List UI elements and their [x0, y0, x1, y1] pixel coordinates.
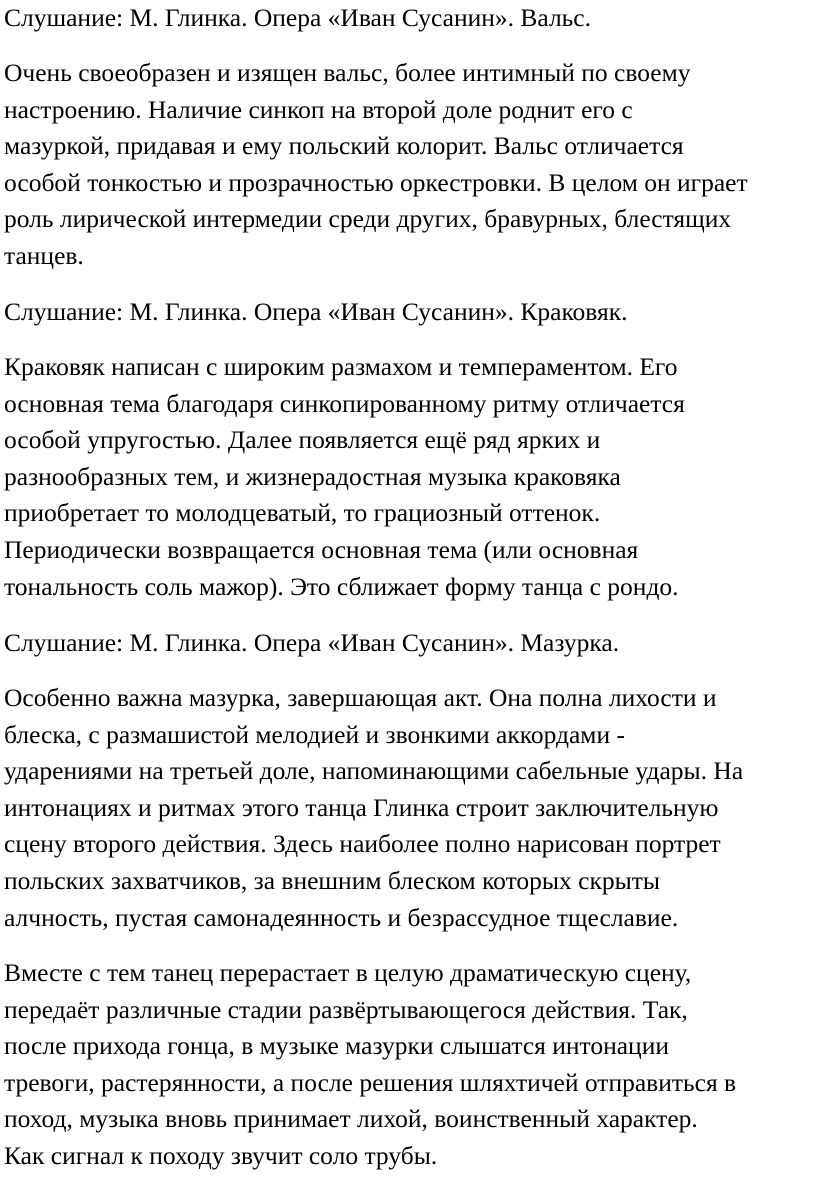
text-line: роль лирической интермедии среди других, бравурных, блестящих — [4, 204, 732, 234]
text-line: Краковяк написан с широким размахом и темпераментом. Его — [4, 352, 678, 381]
section-heading-mazurka: Слушание: М. Глинка. Опера «Иван Сусанин». Мазурка. — [4, 628, 620, 657]
text-line: приобретает то молодцеватый, то грациозный оттенок. — [4, 498, 601, 528]
text-line: особой тонкостью и прозрачностью оркестровки. В целом он играет — [4, 167, 748, 197]
paragraph-krakowiak — [4, 349, 685, 605]
text-line: настроению. Наличие синкоп на второй доле роднит его с — [4, 94, 633, 124]
text-line: алчность, пустая самонадеянность и безрассудное тщеславие. — [4, 902, 679, 932]
paragraph-mazurka-2 — [4, 955, 736, 1175]
text-line: основная тема благодаря синкопированному ритму отличается — [4, 388, 685, 418]
text-line: особой упругостью. Далее появляется ещё ряд ярких и — [4, 425, 601, 455]
text-line: блеска, с размашистой мелодией и звонкими аккордами - — [4, 719, 625, 749]
section-heading-waltz: Слушание: М. Глинка. Опера «Иван Сусанин». Вальс. — [4, 3, 591, 32]
text-line: тональность соль мажор). Это сближает форму танца с рондо. — [4, 571, 679, 601]
text-line: сцену второго действия. Здесь наиболее полно нарисован портрет — [4, 829, 721, 859]
text-line: передаёт различные стадии развёртывающегося действия. Так, — [4, 994, 688, 1024]
text-line: ударениями на третьей доле, напоминающими сабельные удары. На — [4, 756, 744, 786]
text-line: Как сигнал к походу звучит соло трубы. — [4, 1140, 438, 1170]
section-heading-krakowiak: Слушание: М. Глинка. Опера «Иван Сусанин». Краковяк. — [4, 297, 628, 326]
text-line: Периодически возвращается основная тема (или основная — [4, 534, 639, 564]
text-line: танцев. — [4, 240, 84, 270]
text-line: польских захватчиков, за внешним блеском которых скрыты — [4, 865, 661, 895]
text-line: после прихода гонца, в музыке мазурки слышатся интонации — [4, 1031, 669, 1061]
paragraph-mazurka-1 — [4, 680, 743, 936]
text-line: интонациях и ритмах этого танца Глинка строит заключительную — [4, 792, 719, 822]
paragraph-waltz — [4, 55, 748, 275]
text-line: тревоги, растерянности, а после решения шляхтичей отправиться в — [4, 1067, 737, 1097]
text-line: мазуркой, придавая и ему польский колорит. Вальс отличается — [4, 131, 684, 161]
text-line: Вместе с тем танец перерастает в целую драматическую сцену, — [4, 958, 692, 987]
text-line: поход, музыка вновь принимает лихой, воинственный характер. — [4, 1104, 698, 1134]
text-line: Особенно важна мазурка, завершающая акт. Она полна лихости и — [4, 683, 717, 712]
text-line: Очень своеобразен и изящен вальс, более интимный по своему — [4, 58, 691, 87]
text-line: разнообразных тем, и жизнерадостная музыка краковяка — [4, 461, 621, 491]
